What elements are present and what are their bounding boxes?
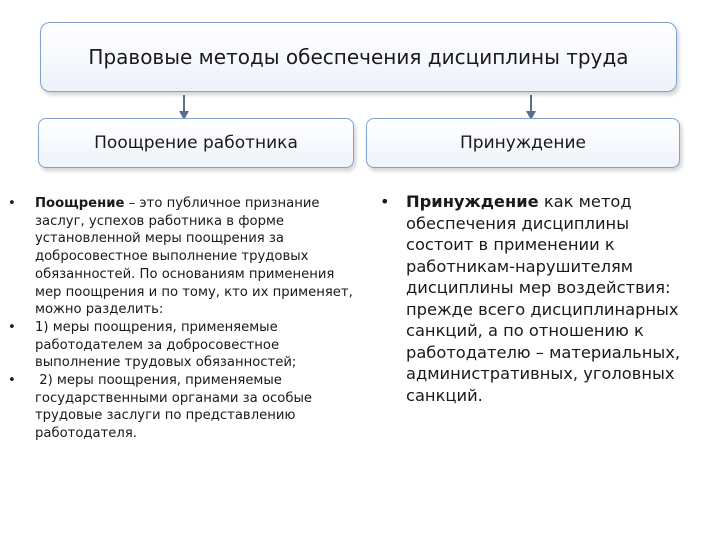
title-box [40,22,677,92]
reward-header-box [38,118,354,168]
coercion-bullet-list [380,191,700,406]
bullet-icon: • [8,373,16,389]
bullet-term: Принуждение [406,192,539,211]
coercion-header-box [366,118,680,168]
bullet-text: как метод обеспечения дисциплины состоит в применении к работникам-нарушителям дисциплины мер воздействия: прежде всего дисциплинарных санкций, а по отношению к работодателю – материальных, административных, уголовных санкций. [406,192,681,405]
bullet-icon: • [8,196,16,211]
coercion-bullet-item [380,191,700,406]
reward-bullet-item [8,372,353,443]
bullet-text: – это публичное признание заслуг, успехов работника в форме установленной меры поощрения за добросовестное выполнение трудовых обязанностей. По основаниям применения мер поощрения и по тому, кто их применяет, можно разделить: [35,196,353,318]
bullet-icon: • [8,319,16,335]
bullet-term: Поощрение [35,196,125,211]
bullet-text: 1) меры поощрения, применяемые работодателем за добросовестное выполнение трудовых обязанностей; [35,319,297,371]
reward-bullet-item [8,195,353,319]
diagram-title: Правовые методы обеспечения дисциплины труда [88,45,629,69]
bullet-icon: • [380,192,390,211]
reward-header-label: Поощрение работника [94,133,298,153]
reward-bullet-item [8,319,353,372]
reward-bullet-list [8,195,353,443]
coercion-header-label: Принуждение [460,133,586,153]
bullet-text: 2) меры поощрения, применяемые государственными органами за особые трудовые заслуги по представлению работодателя. [35,373,317,442]
